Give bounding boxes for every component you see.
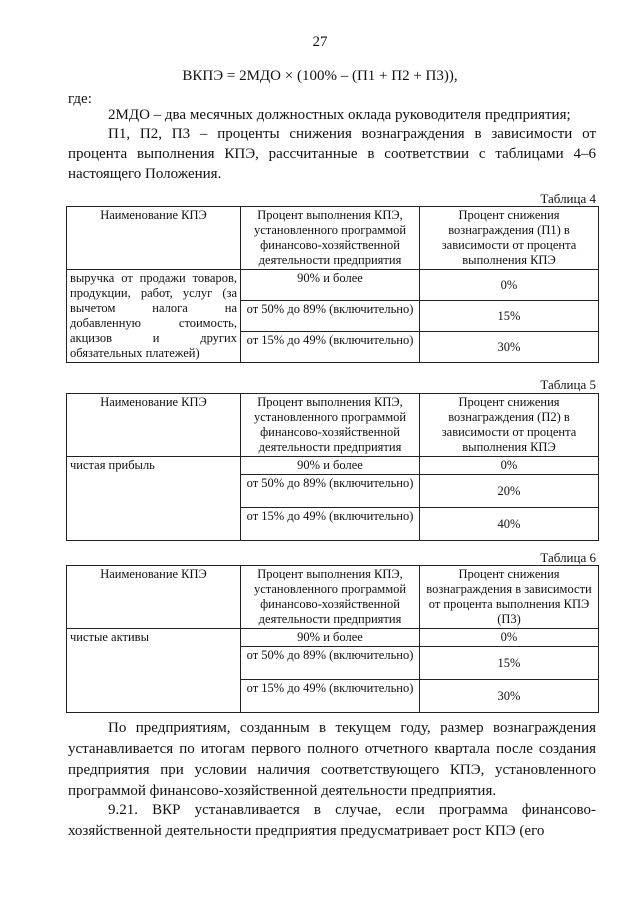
- table-header: Наименование КПЭ: [67, 394, 241, 457]
- table-header: Наименование КПЭ: [67, 207, 241, 270]
- paragraph-new-enterprises: По предприятиям, созданным в текущем году, размер вознаграждения устанавливается по итогам первого полного отчетного квартала после создания предприятия при условии наличия соответствующего КПЭ, установленного программой финансово-хозяйственной деятельности предприятия.: [68, 720, 596, 799]
- table-4-caption: Таблица 4: [540, 191, 596, 206]
- reduction-cell: 15%: [420, 647, 599, 680]
- table-header: Наименование КПЭ: [67, 566, 241, 629]
- table-6: [66, 565, 599, 713]
- kpi-name-cell: чистая прибыль: [67, 457, 241, 541]
- kpi-name-cell: чистые активы: [67, 629, 241, 713]
- paragraph-9-21: 9.21. ВКР устанавливается в случае, если программа финансово-хозяйственной деятельности предприятия предусматривает рост КПЭ (его: [68, 802, 596, 839]
- reduction-cell: 30%: [420, 680, 599, 713]
- range-cell: от 15% до 49% (включительно): [241, 680, 420, 713]
- reduction-cell: 0%: [420, 270, 599, 301]
- reduction-cell: 0%: [420, 629, 599, 647]
- table-header: Процент снижения вознаграждения (П2) в зависимости от процента выполнения КПЭ: [420, 394, 599, 457]
- range-cell: от 50% до 89% (включительно): [241, 301, 420, 332]
- definition-mdo: 2МДО – два месячных должностных оклада руководителя предприятия;: [108, 107, 571, 123]
- table-header: Процент выполнения КПЭ, установленного программой финансово-хозяйственной деятельности предприятия: [241, 207, 420, 270]
- table-header: Процент выполнения КПЭ, установленного программой финансово-хозяйственной деятельности предприятия: [241, 394, 420, 457]
- reduction-cell: 0%: [420, 457, 599, 475]
- definition-p1-p3: П1, П2, П3 – проценты снижения вознаграждения в зависимости от процента выполнения КПЭ, рассчитанные в соответствии с таблицами 4–6 настоящего Положения.: [68, 126, 596, 182]
- table-5: [66, 393, 599, 541]
- range-cell: от 50% до 89% (включительно): [241, 647, 420, 680]
- table-5-caption: Таблица 5: [540, 377, 596, 392]
- range-cell: 90% и более: [241, 457, 420, 475]
- range-cell: 90% и более: [241, 629, 420, 647]
- reduction-cell: 30%: [420, 332, 599, 363]
- reduction-cell: 15%: [420, 301, 599, 332]
- range-cell: от 15% до 49% (включительно): [241, 508, 420, 541]
- table-header: Процент снижения вознаграждения в зависимости от процента выполнения КПЭ (П3): [420, 566, 599, 629]
- formula: ВКПЭ = 2МДО × (100% – (П1 + П2 + П3)),: [182, 68, 458, 84]
- table-header: Процент выполнения КПЭ, установленного программой финансово-хозяйственной деятельности предприятия: [241, 566, 420, 629]
- reduction-cell: 40%: [420, 508, 599, 541]
- table-header: Процент снижения вознаграждения (П1) в зависимости от процента выполнения КПЭ: [420, 207, 599, 270]
- kpi-name-cell: выручка от продажи товаров, продукции, работ, услуг (за вычетом налога на добавленную стоимость, акцизов и других обязательных платежей): [67, 270, 241, 363]
- table-4: [66, 206, 599, 363]
- table-6-caption: Таблица 6: [540, 550, 596, 565]
- range-cell: от 50% до 89% (включительно): [241, 475, 420, 508]
- reduction-cell: 20%: [420, 475, 599, 508]
- range-cell: 90% и более: [241, 270, 420, 301]
- page-number: 27: [312, 34, 328, 50]
- where-label: где:: [68, 91, 92, 107]
- range-cell: от 15% до 49% (включительно): [241, 332, 420, 363]
